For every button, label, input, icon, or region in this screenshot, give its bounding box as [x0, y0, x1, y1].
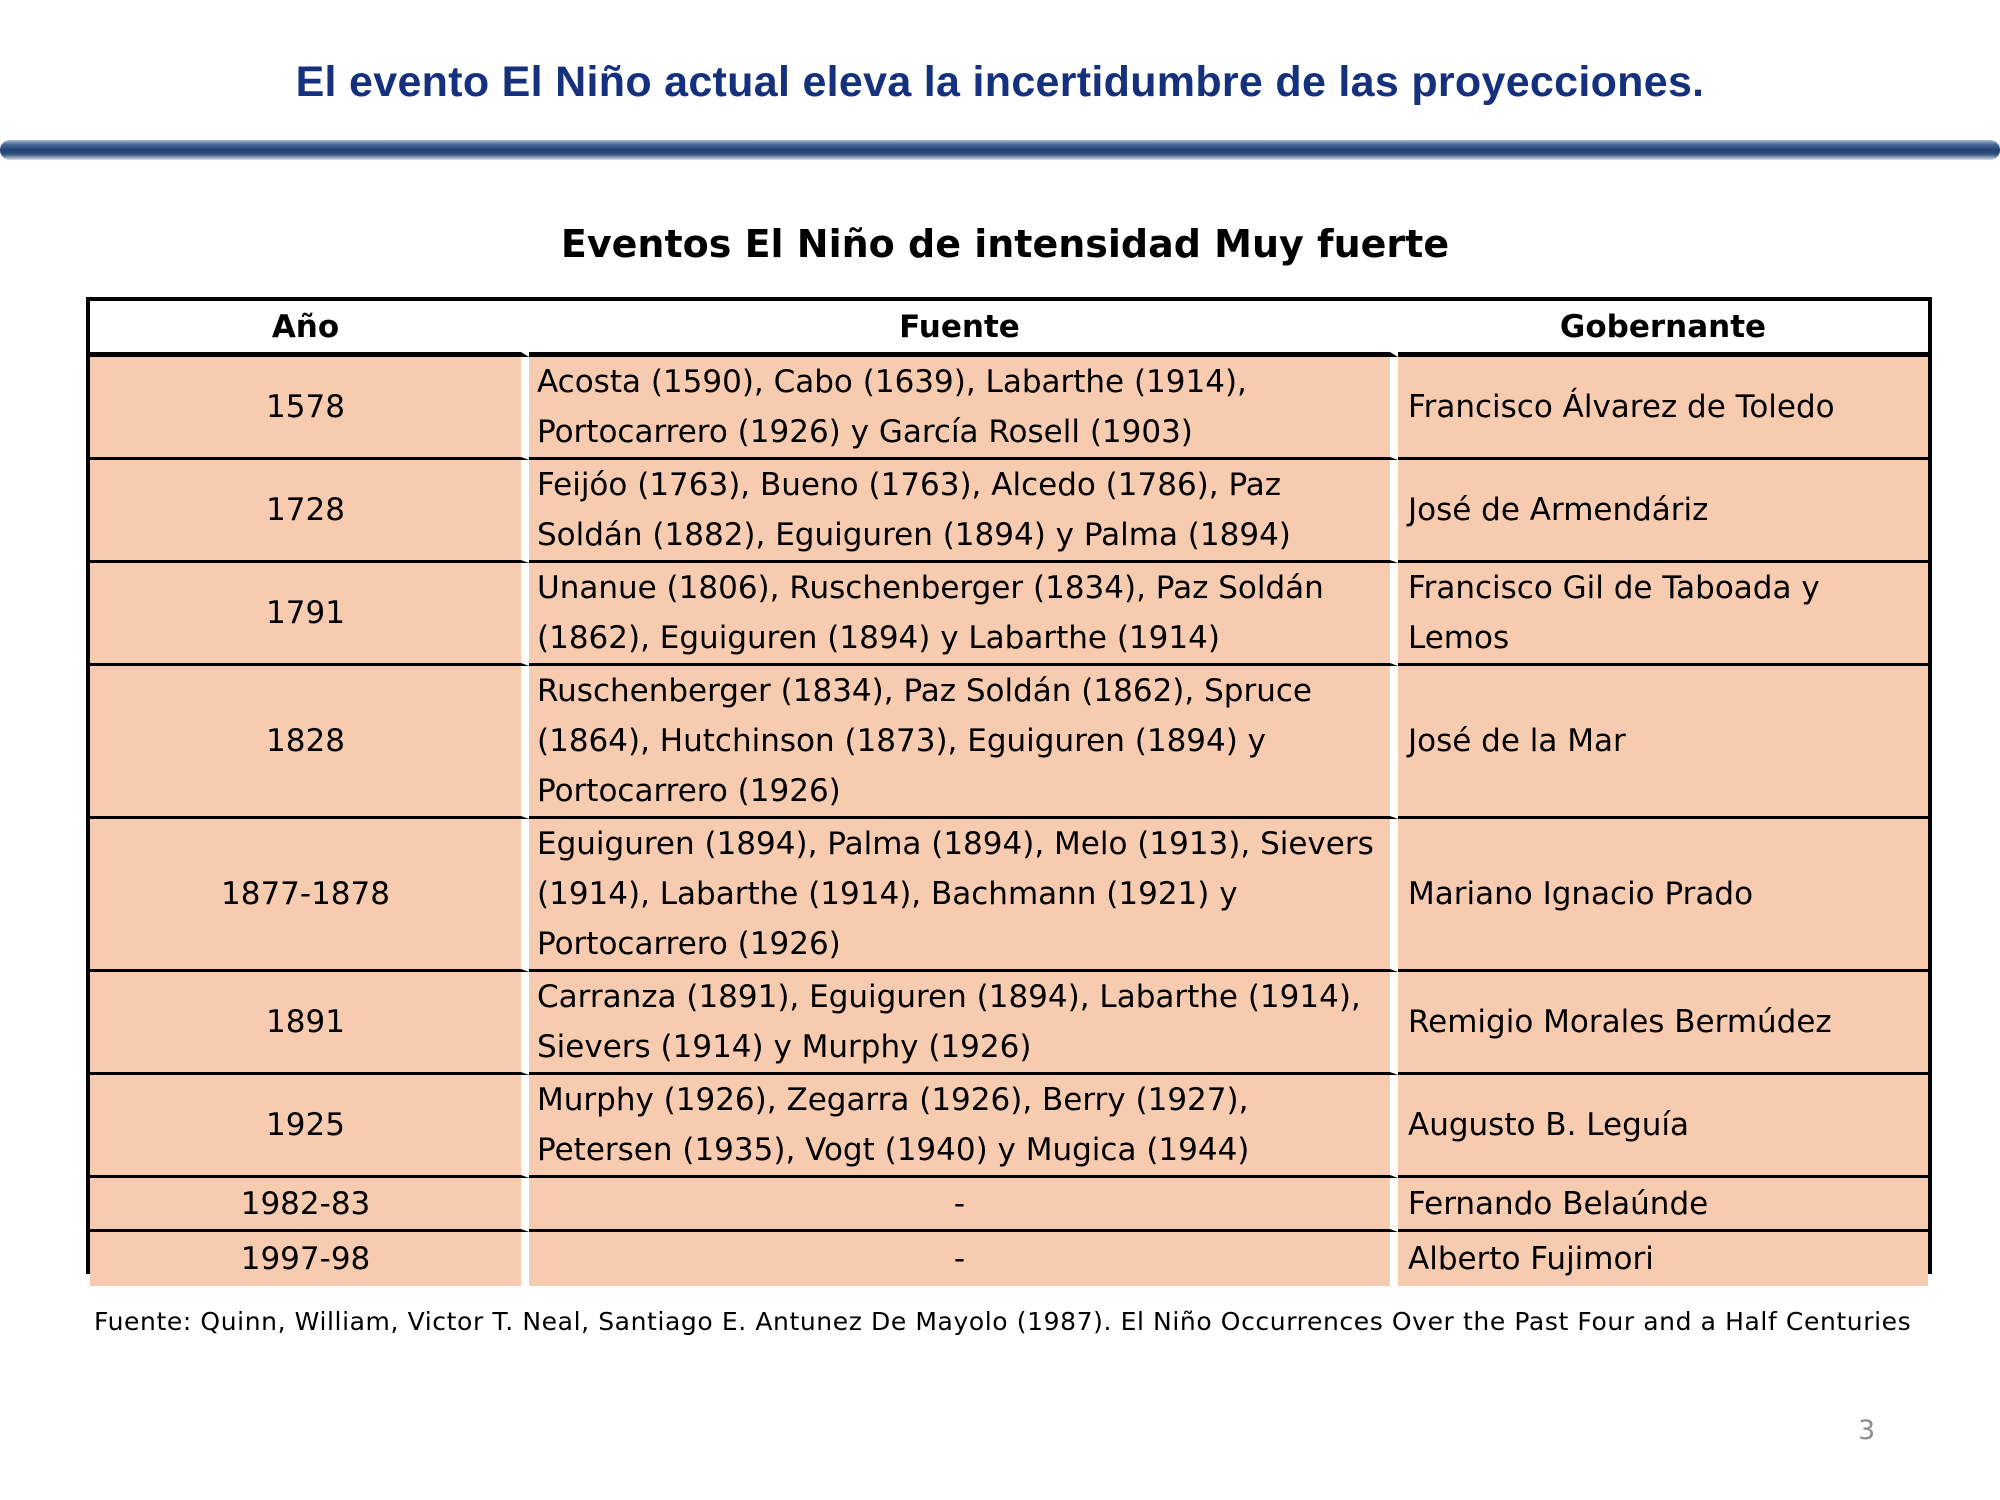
title-divider — [0, 140, 2000, 160]
ruler-cell: Remigio Morales Bermúdez — [1398, 972, 1928, 1075]
source-cell: Unanue (1806), Ruschenberger (1834), Paz Soldán (1862), Eguiguren (1894) y Labarthe (1914) — [529, 563, 1398, 666]
ruler-cell: José de Armendáriz — [1398, 460, 1928, 563]
table-title: Eventos El Niño de intensidad Muy fuerte — [560, 222, 1450, 266]
header-source: Fuente — [529, 301, 1398, 357]
source-cell: Carranza (1891), Eguiguren (1894), Labarthe (1914), Sievers (1914) y Murphy (1926) — [529, 972, 1398, 1075]
table-header-row — [90, 301, 1928, 357]
table-row — [90, 460, 1928, 563]
year-cell: 1982-83 — [90, 1178, 529, 1232]
table-row — [90, 563, 1928, 666]
source-cell: Eguiguren (1894), Palma (1894), Melo (1913), Sievers (1914), Labarthe (1914), Bachmann (1921) y Portocarrero (1926) — [529, 819, 1398, 972]
source-cell: - — [529, 1232, 1398, 1286]
table-row — [90, 1075, 1928, 1178]
year-cell: 1877-1878 — [90, 819, 529, 972]
events-table-container — [86, 297, 1932, 1277]
ruler-cell: Augusto B. Leguía — [1398, 1075, 1928, 1178]
header-year: Año — [90, 301, 529, 357]
header-ruler: Gobernante — [1398, 301, 1928, 357]
page-number: 3 — [1858, 1415, 1876, 1446]
ruler-cell: Francisco Gil de Taboada y Lemos — [1398, 563, 1928, 666]
year-cell: 1578 — [90, 357, 529, 460]
year-cell: 1791 — [90, 563, 529, 666]
source-cell: Murphy (1926), Zegarra (1926), Berry (1927), Petersen (1935), Vogt (1940) y Mugica (1944) — [529, 1075, 1398, 1178]
year-cell: 1828 — [90, 666, 529, 819]
ruler-cell: Mariano Ignacio Prado — [1398, 819, 1928, 972]
source-cell: - — [529, 1178, 1398, 1232]
source-footnote: Fuente: Quinn, William, Victor T. Neal, Santiago E. Antunez De Mayolo (1987). El Niño Occurrences Over the Past Four and a Half Centuries — [94, 1307, 1912, 1336]
table-row — [90, 1178, 1928, 1232]
ruler-cell: Francisco Álvarez de Toledo — [1398, 357, 1928, 460]
ruler-cell: Alberto Fujimori — [1398, 1232, 1928, 1286]
el-nino-events-table — [90, 301, 1928, 1286]
table-row — [90, 357, 1928, 460]
table-row — [90, 1232, 1928, 1286]
source-cell: Acosta (1590), Cabo (1639), Labarthe (1914), Portocarrero (1926) y García Rosell (1903) — [529, 357, 1398, 460]
year-cell: 1997-98 — [90, 1232, 529, 1286]
table-row — [90, 972, 1928, 1075]
source-cell: Ruschenberger (1834), Paz Soldán (1862), Spruce (1864), Hutchinson (1873), Eguiguren (1894) y Portocarrero (1926) — [529, 666, 1398, 819]
year-cell: 1891 — [90, 972, 529, 1075]
year-cell: 1925 — [90, 1075, 529, 1178]
ruler-cell: José de la Mar — [1398, 666, 1928, 819]
ruler-cell: Fernando Belaúnde — [1398, 1178, 1928, 1232]
source-cell: Feijóo (1763), Bueno (1763), Alcedo (1786), Paz Soldán (1882), Eguiguren (1894) y Palma (1894) — [529, 460, 1398, 563]
year-cell: 1728 — [90, 460, 529, 563]
slide-title: El evento El Niño actual eleva la incertidumbre de las proyecciones. — [295, 58, 1705, 106]
table-row — [90, 666, 1928, 819]
table-row — [90, 819, 1928, 972]
